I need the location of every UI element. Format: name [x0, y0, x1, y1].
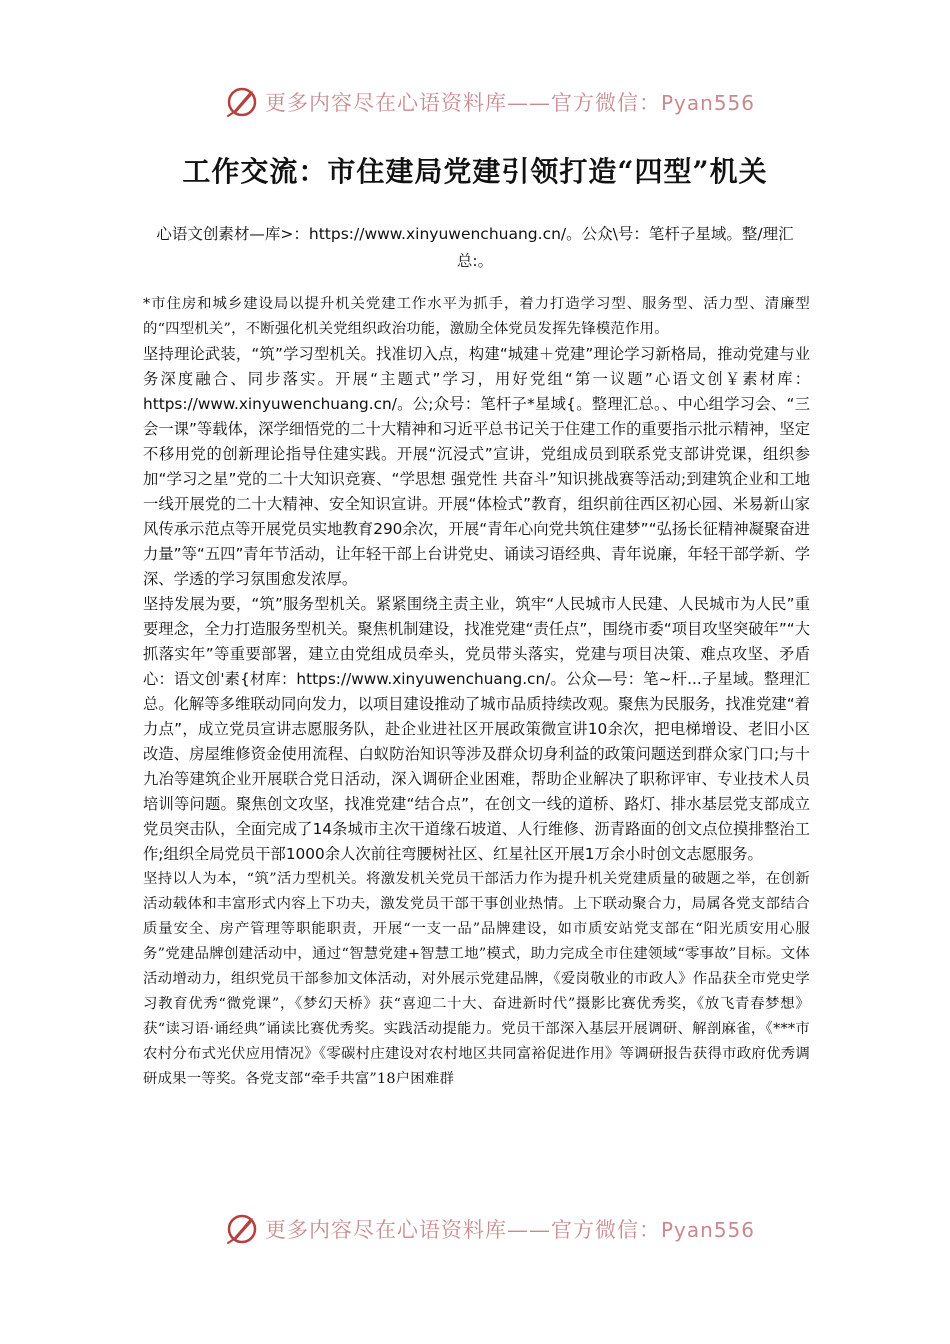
quill-logo-icon — [225, 1212, 259, 1246]
service-paragraph: 坚持发展为要，“筑”服务型机关。紧紧围绕主责主业，筑牢“人民城市人民建、人民城市为人民”重要理念，全力打造服务型机关。聚焦机制建设，找准党建“责任点”，围绕市委“项目攻坚突破年”“大抓落实年”等重要部署，建立由党组成员牵头，党员带头落实，党建与项目决策、难点攻坚、矛盾心：语文创'素{材库：https://www.xinyuwenchuang.cn/。公众—号：笔~杆...子星域。整理汇总。化解等多维联动同向发力，以项目建设推动了城市品质持续改观。聚焦为民服务，找准党建“着力点”，成立党员宣讲志愿服务队，赴企业进社区开展政策微宣讲10余次，把电梯增设、老旧小区改造、房屋维修资金使用流程、白蚁防治知识等涉及群众切身利益的政策问题送到群众家门口;与十九冶等建筑企业开展联合党日活动，深入调研企业困难，帮助企业解决了职称评审、专业技术人员培训等问题。聚焦创文攻坚，找准党建“结合点”，在创文一线的道桥、路灯、排水基层党支部成立党员突击队，全面完成了14条城市主次干道缘石坡道、人行维修、沥青路面的创文点位摸排整治工作;组织全局党员干部1000余人次前往弯腰树社区、红星社区开展1万余小时创文志愿服务。 — [143, 595, 810, 863]
document-body — [143, 292, 810, 1092]
footer-banner — [225, 1209, 756, 1249]
banner-text: 更多内容尽在心语资料库——官方微信：Pyan556 — [265, 1218, 756, 1242]
source-line: 心语文创素材—库>：https://www.xinyuwenchuang.cn/。公众\号：笔杆子星域。整/理汇总:。 — [156, 225, 794, 270]
quill-logo-icon — [225, 85, 259, 119]
header-banner — [225, 82, 756, 122]
vitality-paragraph: 坚持以人为本，“筑”活力型机关。将激发机关党员干部活力作为提升机关党建质量的破题之举，在创新活动载体和丰富形式内容上下功夫，激发党员干部干事创业热情。上下联动聚合力，局属各党支部结合质量安全、房产管理等职能职责，开展“一支一品”品牌建设，如市质安站党支部在“阳光质安用心服务”党建品牌创建活动中，通过“智慧党建+智慧工地”模式，助力完成全市住建领域“零事故”目标。文体活动增动力，组织党员干部参加文体活动，对外展示党建品牌，《爱岗敬业的市政人》作品获全市党史学习教育优秀“微党课”，《梦幻天桥》获“喜迎二十大、奋进新时代”摄影比赛优秀奖，《放飞青春梦想》获“读习语·诵经典”诵读比赛优秀奖。实践活动提能力。党员干部深入基层开展调研、解剖麻雀，《***市农村分布式光伏应用情况》《零碳村庄建设对农村地区共同富裕促进作用》等调研报告获得市政府优秀调研成果一等奖。各党支部“牵手共富”18户困难群 — [143, 871, 810, 1087]
study-paragraph: 坚持理论武装，“筑”学习型机关。找准切入点，构建“城建＋党建”理论学习新格局，推动党建与业务深度融合、同步落实。开展“主题式”学习，用好党组“第一议题”心语文创￥素材库：https://www.xinyuwenchuang.cn/。公;众号：笔杆子*星域{。整理汇总。、中心组学习会、“三会一课”等载体，深学细悟党的二十大精神和习近平总书记关于住建工作的重要指示批示精神，坚定不移用党的创新理论指导住建实践。开展“沉浸式”宣讲，党组成员到联系党支部讲党课，组织参加“学习之星”党的二十大知识竞赛、“学思想 强党性 共奋斗”知识挑战赛等活动;到建筑企业和工地一线开展党的二十大精神、安全知识宣讲。开展“体检式”教育，组织前往西区初心园、米易新山家风传承示范点等开展党员实地教育290余次，开展“青年心向党共筑住建梦”“弘扬长征精神凝聚奋进力量”等“五四”青年节活动，让年轻干部上台讲党史、诵读习语经典、青年说廉，年轻干部学新、学深、学透的学习氛围愈发浓厚。 — [143, 345, 810, 588]
intro-paragraph: *市住房和城乡建设局以提升机关党建工作水平为抓手，着力打造学习型、服务型、活力型、清廉型的“四型机关”，不断强化机关党组织政治功能，激励全体党员发挥先锋模范作用。 — [143, 296, 810, 337]
banner-text: 更多内容尽在心语资料库——官方微信：Pyan556 — [265, 91, 756, 115]
document-title: 工作交流：市住建局党建引领打造“四型”机关 — [182, 155, 768, 188]
